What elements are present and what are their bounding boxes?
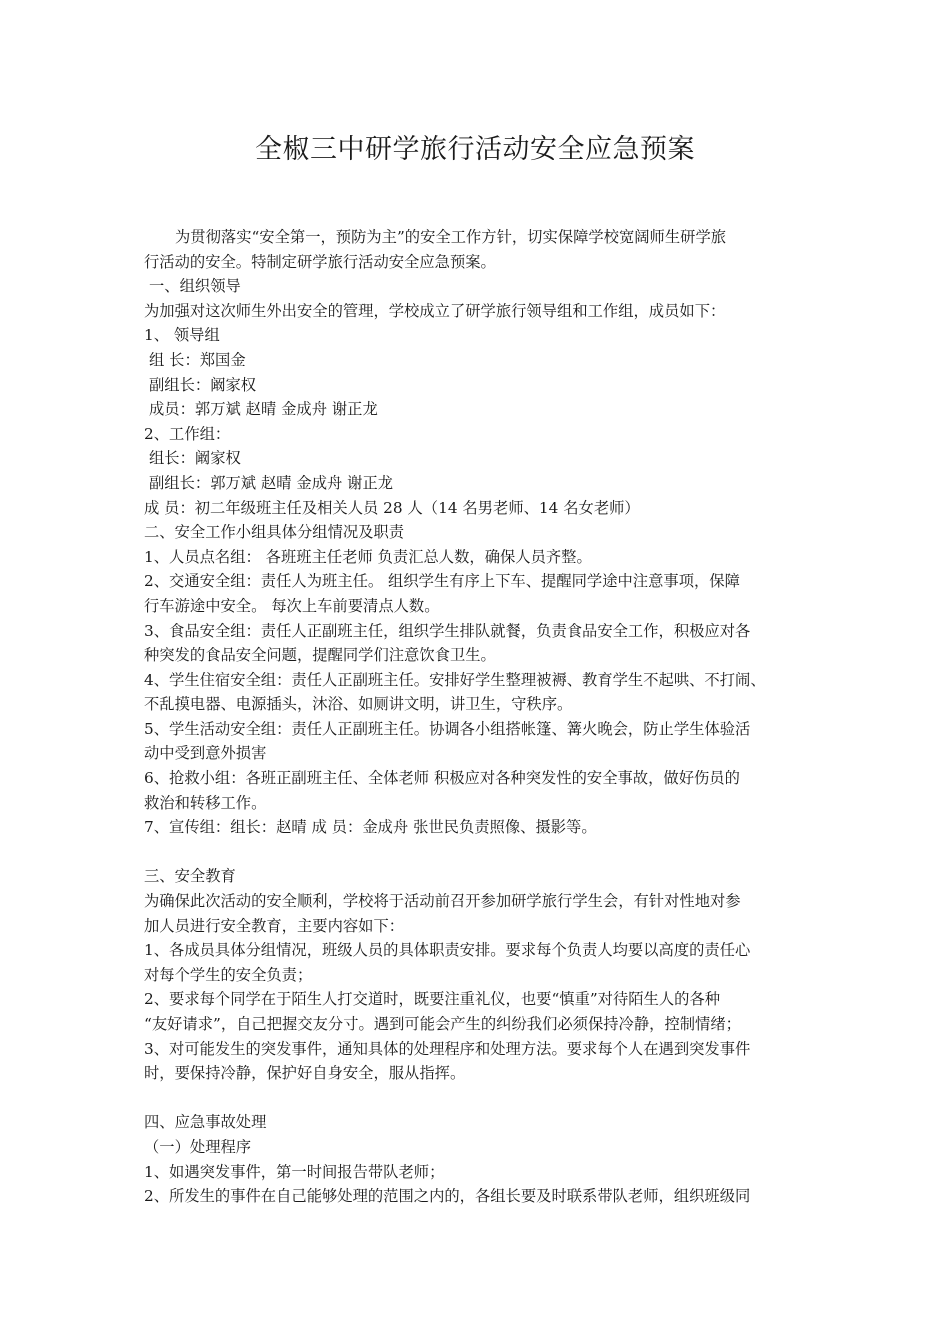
list-item: 1、各成员具体分组情况，班级人员的具体职责安排。要求每个负责人均要以高度的责任心 [144,941,751,960]
blank-line [144,1086,814,1111]
list-item: 对每个学生的安全负责； [144,965,313,984]
list-item: 成员：郭万斌 赵晴 金成舟 谢正龙 [149,400,378,419]
list-item: 组长：阚家权 [149,449,241,468]
paragraph-line: 行活动的安全。特制定研学旅行活动安全应急预案。 [144,252,496,271]
paragraph-line: 为加强对这次师生外出安全的管理，学校成立了研学旅行领导组和工作组，成员如下： [144,301,726,320]
list-item: 副组长：阚家权 [149,375,257,394]
list-item: 副组长：郭万斌 赵晴 金成舟 谢正龙 [149,473,394,492]
list-item: 3、对可能发生的突发事件，通知具体的处理程序和处理方法。要求每个人在遇到突发事件 [144,1039,751,1058]
section-heading: 二、安全工作小组具体分组情况及职责 [144,523,405,542]
paragraph-line: 加人员进行安全教育，主要内容如下： [144,916,405,935]
list-item: 不乱摸电器、电源插头，沐浴、如厕讲文明，讲卫生，守秩序。 [144,695,573,714]
list-item: 4、学生住宿安全组：责任人正副班主任。安排好学生整理被褥、教育学生不起哄、不打闹、 [144,670,766,689]
paragraph-line: 为贯彻落实“安全第一，预防为主”的安全工作方针，切实保障学校宽阔师生研学旅 [175,228,727,246]
list-item: 3、食品安全组：责任人正副班主任，组织学生排队就餐，负责食品安全工作，积极应对各 [144,621,751,640]
list-item: 救治和转移工作。 [144,793,267,812]
document-body [144,225,814,1209]
list-item: 5、学生活动安全组：责任人正副班主任。协调各小组搭帐篷、篝火晚会，防止学生体验活 [144,719,751,738]
list-item: 2、所发生的事件在自己能够处理的范围之内的，各组长要及时联系带队老师，组织班级同 [144,1187,751,1206]
list-item: 1、 领导组 [144,326,220,345]
list-item: 组 长：郑国金 [149,350,246,369]
section-heading: 四、应急事故处理 [144,1113,267,1132]
list-item: 时，要保持冷静，保护好自身安全，服从指挥。 [144,1064,466,1083]
list-item: 2、交通安全组：责任人为班主任。 组织学生有序上下车、提醒同学途中注意事项，保障 [144,572,740,591]
subsection-heading: （一）处理程序 [144,1137,252,1156]
document-title: 全椒三中研学旅行活动安全应急预案 [255,134,695,165]
list-item: 动中受到意外损害 [144,744,267,763]
list-item: 2、工作组： [144,424,231,443]
list-item: 成 员：初二年级班主任及相关人员 28 人（14 名男老师、14 名女老师） [144,498,640,517]
list-item: 1、如遇突发事件，第一时间报告带队老师； [144,1162,445,1181]
list-item: 种突发的食品安全问题，提醒同学们注意饮食卫生。 [144,646,496,665]
section-heading: 三、安全教育 [144,867,236,886]
list-item: “友好请求”，自己把握交友分寸。遇到可能会产生的纠纷我们必须保持冷静，控制情绪； [144,1015,741,1033]
section-heading: 一、组织领导 [149,277,241,296]
blank-line [144,840,814,865]
list-item: 7、宣传组：组长：赵晴 成 员：金成舟 张世民负责照像、摄影等。 [144,818,597,837]
list-item: 2、要求每个同学在于陌生人打交道时，既要注重礼仪，也要“慎重”对待陌生人的各种 [144,990,721,1009]
list-item: 1、人员点名组： 各班班主任老师 负责汇总人数，确保人员齐整。 [144,547,592,566]
list-item: 行车游途中安全。 每次上车前要清点人数。 [144,596,440,615]
list-item: 6、抢救小组：各班正副班主任、全体老师 积极应对各种突发性的安全事故，做好伤员的 [144,769,740,788]
paragraph-line: 为确保此次活动的安全顺利，学校将于活动前召开参加研学旅行学生会，有针对性地对参 [144,892,741,911]
